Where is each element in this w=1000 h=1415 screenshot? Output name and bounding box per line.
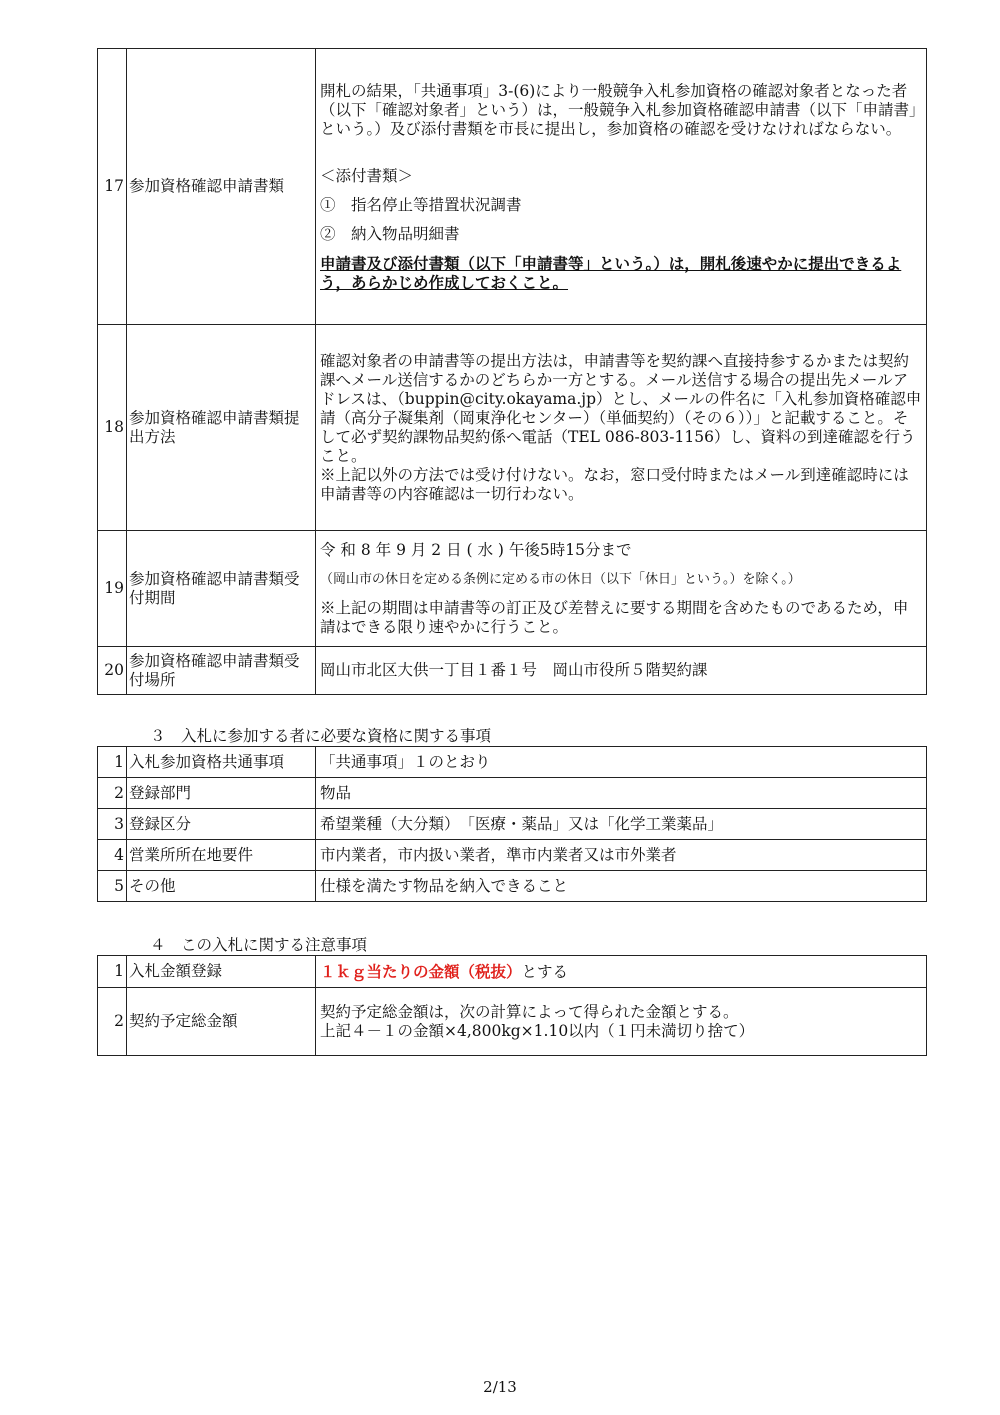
qualification-table — [97, 746, 927, 902]
table-row — [98, 840, 927, 871]
row-number: 17 — [98, 49, 127, 325]
paragraph: 開札の結果，「共通事項」3-(6)により一般競争入札参加資格の確認対象者となった者（以下「確認対象者」という）は，一般競争入札参加資格確認申請書（以下「申請書」という。）及び添付書類を市長に提出し，参加資格の確認を受けなければならない。 — [320, 81, 917, 138]
row-content: 「共通事項」１のとおり — [316, 747, 927, 778]
row-number: 18 — [98, 325, 127, 531]
attachment-item: ② 納入物品明細書 — [320, 224, 460, 243]
paragraph: 確認対象者の申請書等の提出方法は，申請書等を契約課へ直接持参するかまたは契約課へメール送信するかのどちらか一方とする。メール送信する場合の提出先メールアドレスは、（buppin@city.okayama.jp）とし、メールの件名に「入札参加資格確認申請（高分子凝集剤（岡東浄化センター）（単価契約）（その６））」と記載すること。そして必ず契約課物品契約係へ電話（TEL 086-803-1156）し、資料の到達確認を行うこと。 — [320, 351, 922, 465]
table-row — [98, 49, 927, 325]
paragraph: ※上記の期間は申請書等の訂正及び差替えに要する期間を含めたものであるため，申請はできる限り速やかに行うこと。 — [320, 598, 909, 636]
row-number: 20 — [98, 647, 127, 695]
table-row — [98, 325, 927, 531]
row-label: 入札金額登録 — [127, 956, 316, 988]
paragraph: ※上記以外の方法では受け付けない。なお，窓口受付時またはメール到達確認時には申請書等の内容確認は一切行わない。 — [320, 465, 909, 503]
row-number: 19 — [98, 531, 127, 647]
row-number: 1 — [98, 747, 127, 778]
table-row — [98, 747, 927, 778]
row-label: 登録区分 — [127, 809, 316, 840]
row-label: 参加資格確認申請書類受付場所 — [127, 647, 316, 695]
attachment-title: ＜添付書類＞ — [320, 166, 414, 185]
row-number: 3 — [98, 809, 127, 840]
row-label: 入札参加資格共通事項 — [127, 747, 316, 778]
row-number: 5 — [98, 871, 127, 902]
row-label: 契約予定総金額 — [127, 988, 316, 1056]
row-label: 参加資格確認申請書類 — [127, 49, 316, 325]
table-row — [98, 531, 927, 647]
table-row — [98, 956, 927, 988]
section-heading: ３ 入札に参加する者に必要な資格に関する事項 — [150, 727, 492, 745]
row-label: 営業所所在地要件 — [127, 840, 316, 871]
price-suffix: とする — [521, 962, 569, 981]
row-content — [316, 956, 927, 988]
table-row — [98, 988, 927, 1056]
row-content — [316, 531, 927, 647]
table-row — [98, 778, 927, 809]
paragraph: 契約予定総金額は，次の計算によって得られた金額とする。 — [320, 1002, 739, 1021]
row-content — [316, 49, 927, 325]
row-content: 仕様を満たす物品を納入できること — [316, 871, 927, 902]
row-label: 登録部門 — [127, 778, 316, 809]
table-row — [98, 647, 927, 695]
holiday-note: （岡山市の休日を定める条例に定める市の休日（以下「休日」という。）を除く。） — [320, 571, 801, 587]
row-label: 参加資格確認申請書類受付期間 — [127, 531, 316, 647]
application-table — [97, 48, 927, 695]
deadline-date: 令 和 8 年 9 月 2 日 ( 水 ) 午後5時15分まで — [320, 540, 632, 559]
paragraph: 上記４－１の金額×4,800kg×1.10以内（１円未満切り捨て） — [320, 1021, 755, 1040]
price-emphasis: １ｋｇ当たりの金額（税抜） — [320, 961, 522, 981]
row-number: 4 — [98, 840, 127, 871]
table-row — [98, 809, 927, 840]
row-number: 2 — [98, 988, 127, 1056]
attachment-item: ① 指名停止等措置状況調書 — [320, 195, 522, 214]
important-note: 申請書及び添付書類（以下「申請書等」という。）は，開札後速やかに提出できるよう，あらかじめ作成しておくこと。 — [320, 253, 902, 292]
page-number: 2/13 — [483, 1378, 517, 1396]
row-label: 参加資格確認申請書類提出方法 — [127, 325, 316, 531]
notes-table — [97, 955, 927, 1056]
row-number: 2 — [98, 778, 127, 809]
section-heading: ４ この入札に関する注意事項 — [150, 936, 368, 954]
row-content — [316, 325, 927, 531]
row-content — [316, 988, 927, 1056]
row-content: 希望業種（大分類） 「医療・薬品」又は「化学工業薬品」 — [316, 809, 927, 840]
row-content: 物品 — [316, 778, 927, 809]
row-content: 岡山市北区大供一丁目１番１号 岡山市役所５階契約課 — [316, 647, 927, 695]
row-number: 1 — [98, 956, 127, 988]
table-row — [98, 871, 927, 902]
row-content: 市内業者，市内扱い業者，準市内業者又は市外業者 — [316, 840, 927, 871]
row-label: その他 — [127, 871, 316, 902]
